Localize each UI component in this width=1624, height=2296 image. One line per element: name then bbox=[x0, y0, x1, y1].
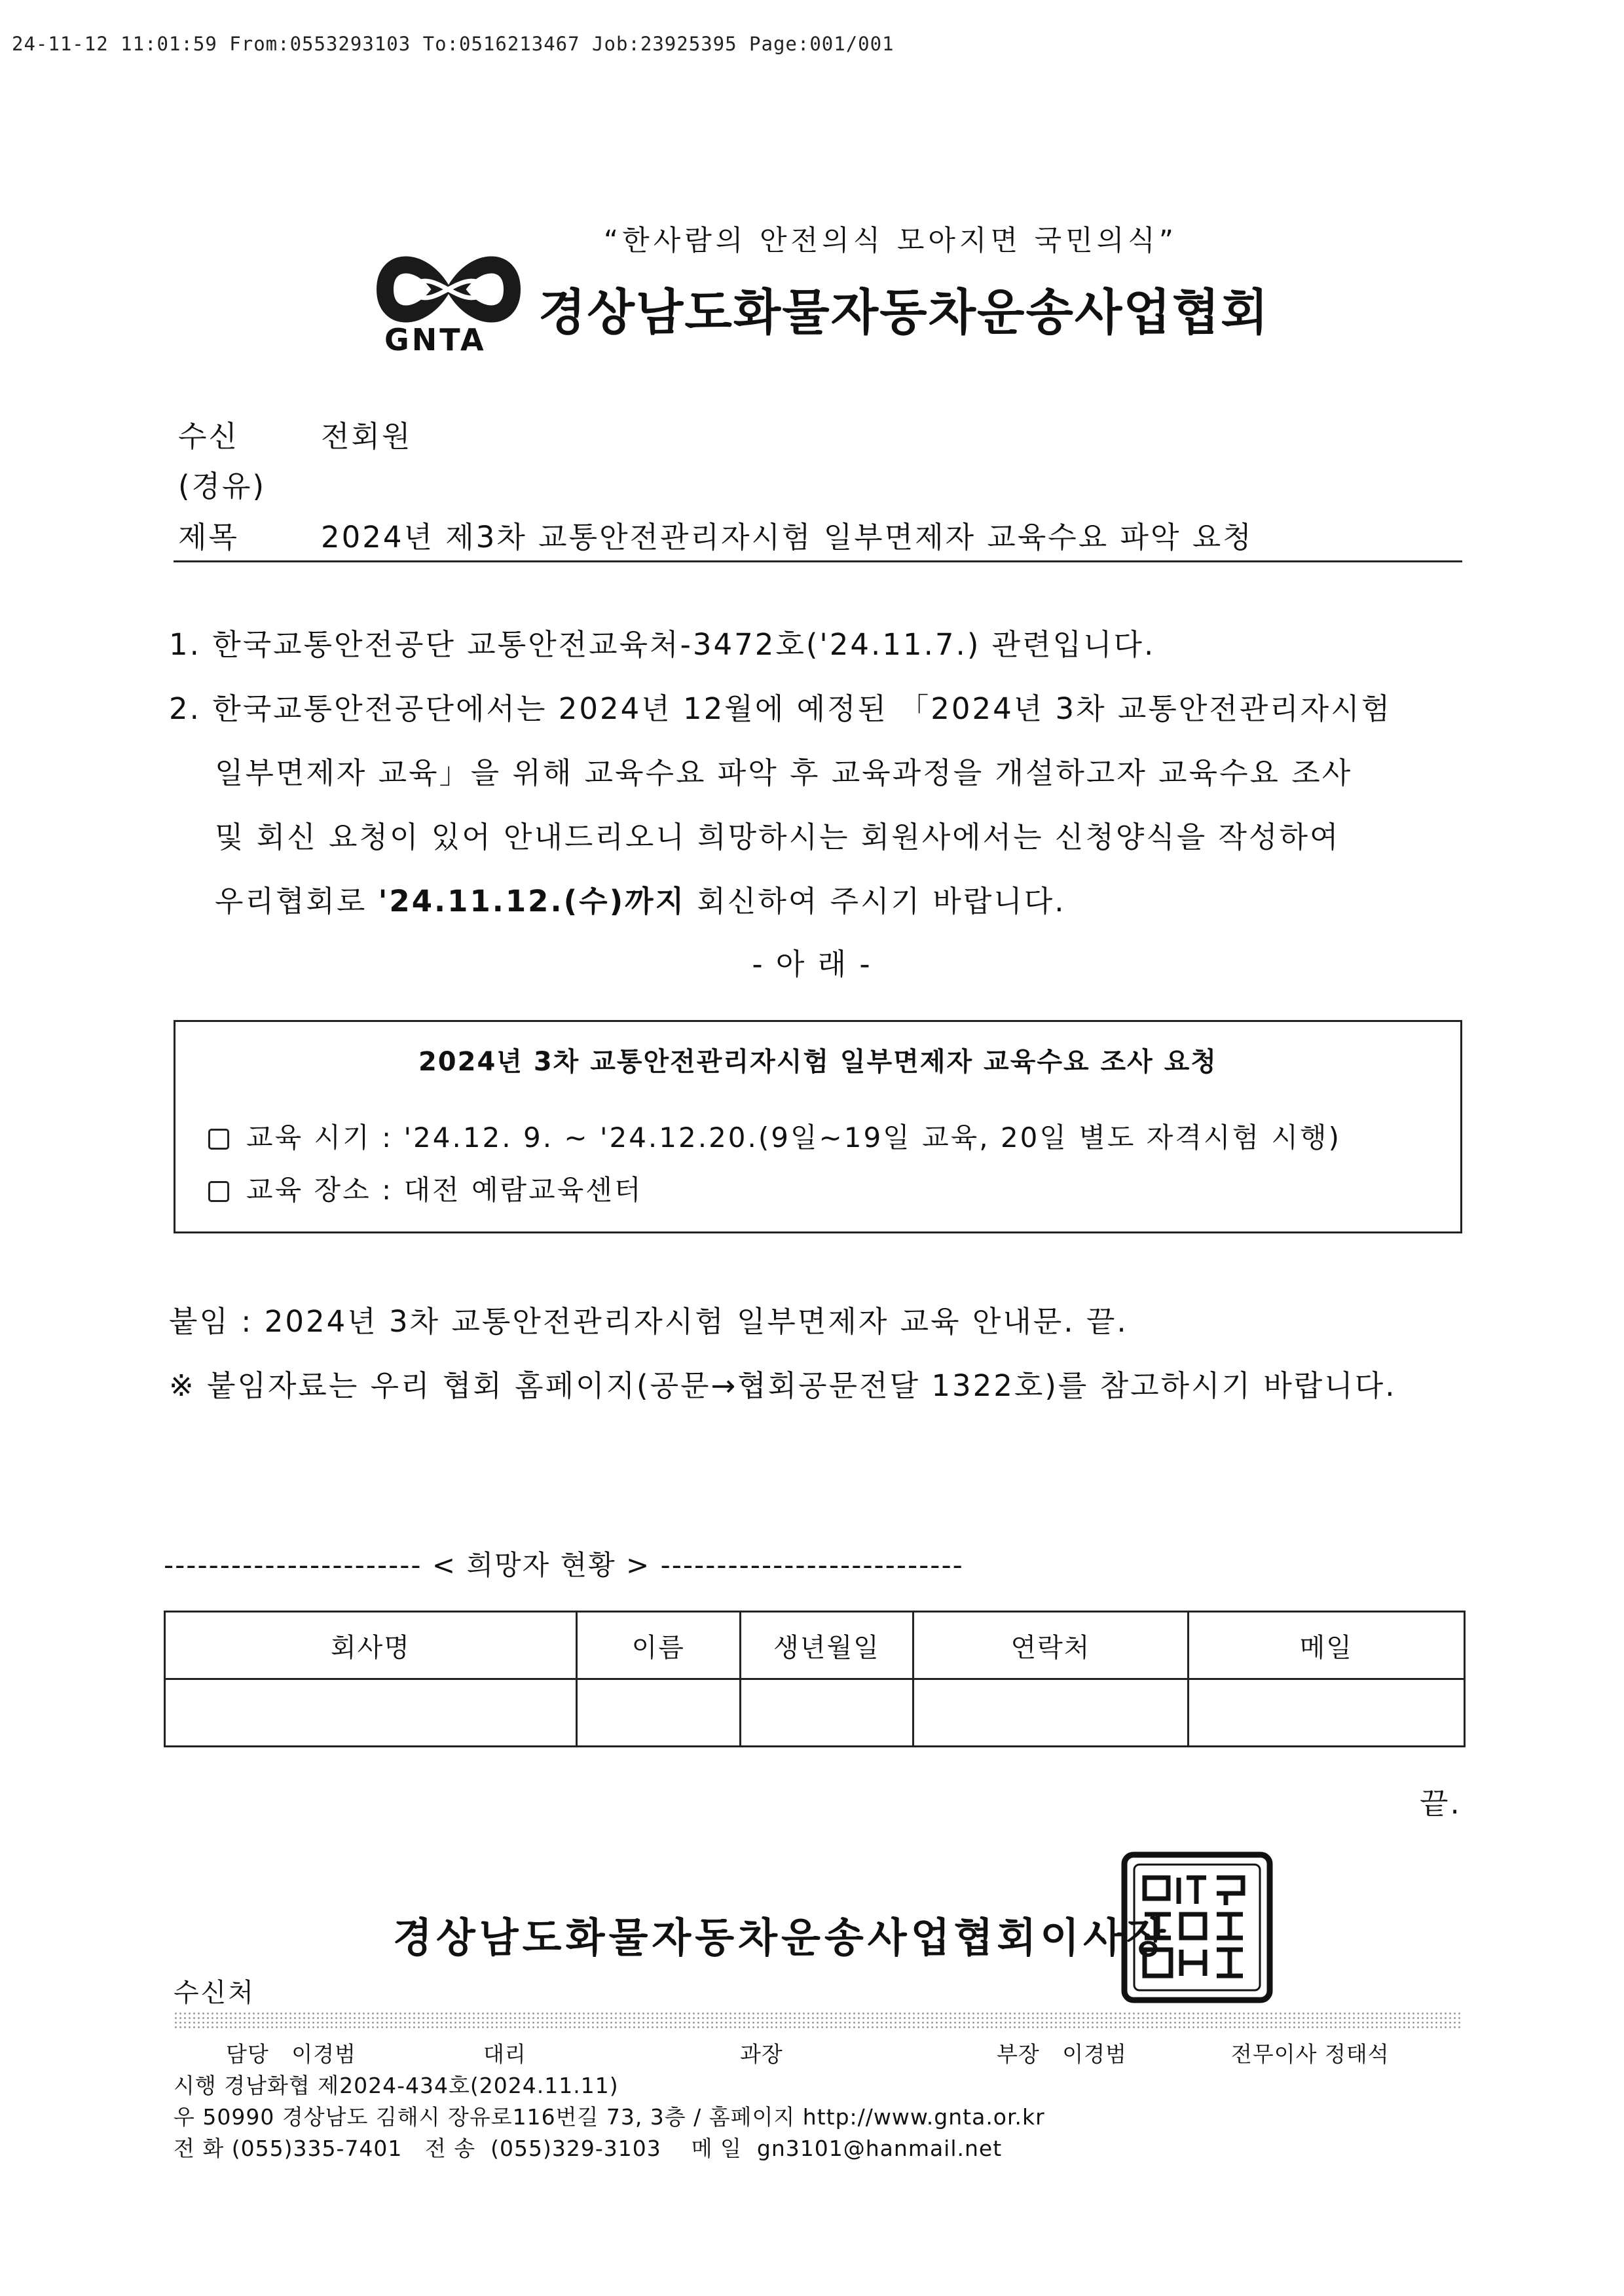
slogan: “한사람의 안전의식 모아지면 국민의식” bbox=[603, 225, 1178, 257]
footer-divider bbox=[174, 2011, 1462, 2031]
footer-role-department-head: 부장 이경범 bbox=[997, 2041, 1127, 2067]
note: ※ 붙임자료는 우리 협회 홈페이지(공문→협회공문전달 1322호)를 참고하시기 바랍니다. bbox=[169, 1368, 1397, 1403]
paragraph-2-line-1: 2. 한국교통안전공단에서는 2024년 12월에 예정된 「2024년 3차 교통안전관리자시험 bbox=[169, 691, 1392, 726]
column-header-contact: 연락처 bbox=[913, 1612, 1188, 1679]
footer-role-managing-director: 전무이사 정태석 bbox=[1231, 2041, 1390, 2067]
via-label: (경유) bbox=[178, 469, 267, 503]
column-header-birthdate: 생년월일 bbox=[740, 1612, 913, 1679]
signature-name: 경상남도화물자동차운송사업협회이사장 bbox=[393, 1914, 1170, 1961]
receivers-label: 수신처 bbox=[174, 1978, 255, 2008]
footer-contacts: 전 화 (055)335-7401 전 송 (055)329-3103 메 일 gn3101@hanmail.net bbox=[174, 2136, 1003, 2161]
gnta-logo-icon bbox=[376, 244, 521, 335]
footer-role-section-chief: 과장 bbox=[740, 2041, 783, 2067]
table-header-row bbox=[165, 1612, 1465, 1679]
below-label: - 아 래 - bbox=[752, 947, 872, 981]
info-item-period: 교육 시기 : '24.12. 9. ~ '24.12.20.(9일~19일 교육, 20일 별도 자격시험 시행) bbox=[208, 1116, 1341, 1156]
fax-header: 24-11-12 11:01:59 From:0553293103 To:0516213467 Job:23925395 Page:001/001 bbox=[12, 33, 895, 55]
paragraph-2-line-4: 우리협회로 '24.11.12.(수)까지 회신하여 주시기 바랍니다. bbox=[215, 884, 1066, 919]
recipient: 전회원 bbox=[321, 419, 413, 454]
subject: 2024년 제3차 교통안전관리자시험 일부면제자 교육수요 파악 요청 bbox=[321, 520, 1253, 555]
info-item-location: 교육 장소 : 대전 예람교육센터 bbox=[208, 1169, 642, 1208]
header-divider bbox=[174, 560, 1462, 562]
paragraph-1: 1. 한국교통안전공단 교통안전교육처-3472호('24.11.7.) 관련입니다. bbox=[169, 627, 1156, 662]
subject-label: 제목 bbox=[178, 520, 239, 555]
email-link[interactable]: gn3101@hanmail.net bbox=[756, 2136, 1003, 2161]
company-cell[interactable] bbox=[165, 1679, 577, 1747]
name-cell[interactable] bbox=[577, 1679, 741, 1747]
footer-role-assistant-manager: 대리 bbox=[483, 2041, 526, 2067]
footer-issue-number: 시행 경남화협 제2024-434호(2024.11.11) bbox=[174, 2073, 619, 2098]
attachment: 붙임 : 2024년 3차 교통안전관리자시험 일부면제자 교육 안내문. 끝. bbox=[169, 1304, 1128, 1339]
recipient-label: 수신 bbox=[178, 419, 239, 454]
column-header-email: 메일 bbox=[1188, 1612, 1464, 1679]
email-cell[interactable] bbox=[1188, 1679, 1464, 1747]
table-row bbox=[165, 1679, 1465, 1747]
deadline: '24.11.12.(수)까지 bbox=[378, 884, 686, 919]
info-box-title: 2024년 3차 교통안전관리자시험 일부면제자 교육수요 조사 요청 bbox=[418, 1047, 1218, 1077]
logo-text: GNTA bbox=[384, 322, 487, 357]
checkbox-icon bbox=[208, 1129, 229, 1150]
column-header-name: 이름 bbox=[577, 1612, 741, 1679]
paragraph-2-line-2: 일부면제자 교육」을 위해 교육수요 파악 후 교육과정을 개설하고자 교육수요 조사 bbox=[215, 756, 1353, 790]
end-mark: 끝. bbox=[1420, 1786, 1462, 1821]
footer-address: 우 50990 경상남도 김해시 장유로116번길 73, 3층 / 홈페이지 http://www.gnta.or.kr bbox=[174, 2104, 1045, 2130]
paragraph-2-line-3: 및 회신 요청이 있어 안내드리오니 희망하시는 회원사에서는 신청양식을 작성하여 bbox=[215, 820, 1340, 854]
birthdate-cell[interactable] bbox=[740, 1679, 913, 1747]
official-seal-icon bbox=[1121, 1851, 1273, 2003]
applicant-status-table bbox=[164, 1611, 1466, 1747]
checkbox-icon bbox=[208, 1181, 229, 1202]
contact-cell[interactable] bbox=[913, 1679, 1188, 1747]
org-name: 경상남도화물자동차운송사업협회 bbox=[538, 283, 1270, 341]
column-header-company: 회사명 bbox=[165, 1612, 577, 1679]
status-heading: ----------------------- < 희망자 현황 > --------------------------- bbox=[164, 1549, 964, 1581]
footer-role-staff: 담당 이경범 bbox=[226, 2041, 356, 2067]
